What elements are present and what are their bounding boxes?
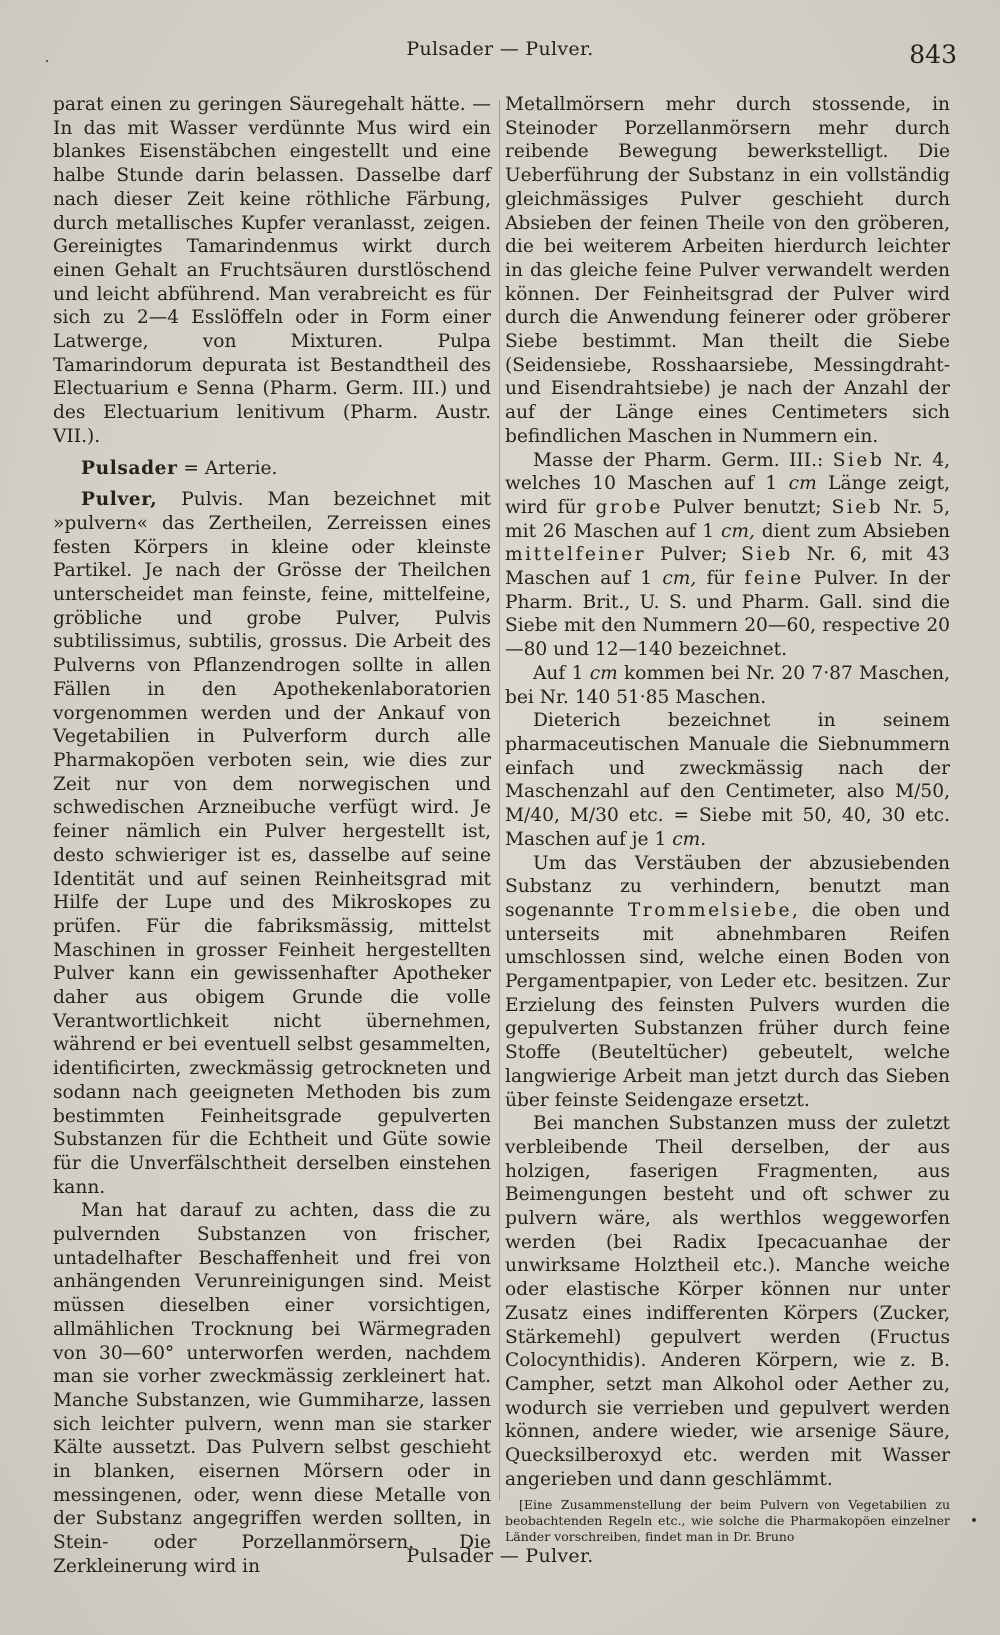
text-fragment: Auf 1	[533, 662, 590, 684]
spaced-term-grobe: grobe	[595, 496, 663, 518]
sieve-notation: M/40	[505, 805, 554, 827]
text-fragment: , die oben und unterseits mit abnehmbaren Reifen umschlossen sind, welche einen Boden von Pergamentpapier, von Leder etc. besitzen. Zur Erzielung des feinsten Pulvers wurden die gepulverten Substanzen früher durch feine Stoffe (Beuteltücher) gebeutelt, welche langwierige Arbeit man jetzt durch das Sieben über feinste Seidengaze ersetzt.	[505, 899, 950, 1111]
text-fragment: etc. = Siebe mit 50, 40, 30 etc. Maschen auf je 1	[505, 805, 950, 850]
paragraph-manchen: Bei manchen Substanzen muss der zuletzt verbleibende Theil derselben, der aus holzigen, faserigen Fragmenten, aus Beimengungen besteht und oft schwer zu pulvern wäre, als werthlos weggeworfen werden (bei Radix Ipecacuanhae der unwirksame Holztheil etc.). Manche weiche oder elastische Körper können nur unter Zusatz eines indifferenten Körpers (Zucker, Stärkemehl) gepulvert werden (Fructus Colocynthidis). Anderen Körpern, wie z. B. Campher, setzt man Alkohol oder Aether zu, wodurch sie verrieben und gepulvert werden können, andere wieder, wie arsenige Säure, Quecksilberoxyd etc. werden mit Wasser angerieben und dann geschlämmt.	[505, 1113, 950, 1490]
entry-pulsader	[53, 457, 491, 481]
text-fragment: Länge zeigt, wird für	[505, 473, 950, 518]
paragraph-trommelsiebe	[505, 852, 950, 1113]
print-speck	[46, 60, 48, 62]
text-fragment: Dieterich bezeichnet in seinem pharmaceutischen Manuale die Siebnummern einfach und zweckmässig nach der Maschenzahl auf den Centimeter, also	[505, 710, 950, 803]
text-fragment: Masse der Pharm. Germ. III.:	[533, 449, 833, 471]
text-fragment: Pulver. In der Pharm. Brit., U. S. und Pharm. Gall. sind die Siebe mit den Nummern 20—60, respective 20—80 und 12—140 bezeichnet.	[505, 568, 950, 661]
headword-pulsader: Pulsader	[81, 457, 178, 479]
paragraph-auf-cm	[505, 662, 950, 709]
spaced-term-sieb: Sieb	[831, 496, 884, 518]
paragraph-pulver-intro: Pulvis. Man bezeichnet mit »pulvern« das Zertheilen, Zerreissen eines festen Körpers in kleine oder kleinste Partikel. Je nach der Grösse der Theilchen unterscheidet man feinste, feine, mittelfeine, gröbliche und grobe Pulver, Pulvis subtilissimus, subtilis, grossus. Die Arbeit des Pulverns von Pflanzendrogen sollte in allen Fällen in den Apothekenlaboratorien vorgenommen werden und der Ankauf von Vegetabilien in Pulverform durch alle Pharmakopöen verboten sein, wie dies zur Zeit nur von dem norwegischen und schwedischen Arzneibuche verfügt wird. Je feiner nämlich ein Pulver hergestellt ist, desto schwieriger ist es, dasselbe auf seine Identität und auf seinen Reinheitsgrad mit Hilfe der Lupe und des Mikroskopes zu prüfen. Für die fabriksmässig, mittelst Maschinen in grosser Feinheit hergestellten Pulver kann ein gewissenhafter Apotheker daher aus obigem Grunde die volle Verantwortlichkeit nicht übernehmen, während er bei eventuell selbst gesammelten, identificirten, zweckmässig getrockneten und sodann nach geeigneten Methoden bis zum bestimmten Feinheitsgrade gepulverten Substanzen für die Echtheit und Güte sowie für die Unverfälschtheit derselben einstehen kann.	[53, 489, 491, 1198]
unit-cm: cm.	[672, 828, 707, 850]
text-fragment: für	[696, 568, 745, 590]
paragraph-achten: Man hat darauf zu achten, dass die zu pulvernden Substanzen von frischer, untadelhafter Beschaffenheit und frei von anhängenden Verunreinigungen sind. Meist müssen dieselben einer vorsichtigen, allmählichen Trocknung bei Wärmegraden von 30—60° unterworfen werden, nachdem man sie vorher zweckmässig zerkleinert hat. Manche Substanzen, wie Gummiharze, lassen sich leichter pulvern, wenn man sie starker Kälte aussetzt. Das Pulvern selbst geschieht in blanken, eisernen Mörsern oder in messingenen, oder, wenn diese Metalle von der Substanz angegriffen werden sollten, in Stein- oder Porzellanmörsern. Die Zerkleinerung wird in	[53, 1200, 491, 1577]
definition-pulsader: = Arterie.	[177, 457, 278, 479]
paragraph-metallmoerser: Metallmörsern mehr durch stossende, in Steinoder Porzellanmörsern mehr durch reibende Bewegung bewerkstelligt. Die Ueberführung der Substanz in ein vollständig gleichmässiges Pulver geschieht durch Absieben der feinen Theile von den gröberen, die bei weiterem Arbeiten hierdurch leichter in das gleiche feine Pulver verwandelt werden können. Der Feinheitsgrad der Pulver wird durch die Anwendung feinerer oder gröberer Siebe bestimmt. Man theilt die Siebe (Seidensiebe, Rosshaarsiebe, Messingdraht- und Eisendrahtsiebe) je nach der Anzahl der auf der Länge eines Centimeters sich befindlichen Maschen in Nummern ein.	[505, 94, 950, 447]
page-number: 843	[909, 40, 957, 69]
right-column	[505, 93, 950, 1545]
unit-cm: cm,	[662, 568, 697, 590]
sieve-notation: M/30	[569, 805, 619, 827]
text-fragment: Nr. 5, mit 26 Maschen auf 1	[505, 496, 950, 542]
headword-pulver: Pulver,	[81, 489, 158, 511]
unit-cm: cm,	[720, 520, 755, 542]
paragraph-tamarinden: parat einen zu geringen Säuregehalt hätte. — In das mit Wasser verdünnte Mus wird ein blankes Eisenstäbchen eingestellt und eine halbe Stunde darin belassen. Dasselbe darf nach dieser Zeit keine röthliche Färbung, durch metallisches Kupfer veranlasst, zeigen. Gereinigtes Tamarindenmus wirkt durch einen Gehalt an Fruchtsäuren durstlöschend und leicht abführend. Man verabreicht es für sich zu 2—4 Esslöffeln oder in Form einer Latwerge, von Mixturen. Pulpa Tamarindorum depurata ist Bestandtheil des Electuarium e Senna (Pharm. Germ. III.) und des Electuarium lenitivum (Pharm. Austr. VII.).	[53, 94, 491, 447]
text-fragment: Nr. 4, welches 10 Maschen auf 1	[505, 449, 951, 495]
entry-pulver	[53, 488, 491, 1199]
running-footer: Pulsader — Pulver.	[406, 1545, 594, 1567]
text-fragment: dient zum Absieben	[754, 520, 950, 542]
paragraph-siebe-pharm-germ	[505, 449, 950, 662]
sieve-notation: M/50	[895, 781, 945, 803]
spaced-term-sieb: Sieb	[741, 544, 793, 566]
text-fragment: Pulver;	[646, 544, 742, 566]
footnote: [Eine Zusammenstellung der beim Pulvern von Vegetabilien zu beobachtenden Regeln etc., wie solche die Pharmakopöen einzelner Länder vorschreiben, findet man in Dr. Bruno	[505, 1497, 950, 1545]
text-fragment: ,	[944, 781, 950, 803]
spaced-term-mittelfeiner: mittelfeiner	[505, 544, 647, 566]
text-fragment: Um das Verstäuben der abzusiebenden Substanz zu verhindern, benutzt man sogenannte	[505, 852, 950, 921]
paragraph-dieterich	[505, 709, 950, 851]
text-fragment: ,	[553, 805, 570, 827]
text-fragment: Pulver benutzt;	[662, 496, 832, 518]
running-header: Pulsader — Pulver.	[406, 38, 594, 60]
left-column	[53, 93, 491, 1579]
spaced-term-feine: feine	[744, 568, 804, 590]
unit-cm: cm	[589, 662, 618, 684]
spaced-term-sieb: Sieb	[832, 449, 885, 471]
text-fragment: kommen bei Nr. 20 7·87 Maschen, bei Nr. 140 51·85 Maschen.	[505, 662, 950, 708]
column-divider	[499, 100, 500, 1500]
unit-cm: cm	[788, 473, 817, 495]
print-speck	[972, 1518, 976, 1522]
spaced-term-trommelsiebe: Trommelsiebe	[627, 899, 793, 921]
text-fragment: Nr. 6, mit 43 Maschen auf 1	[505, 544, 950, 590]
